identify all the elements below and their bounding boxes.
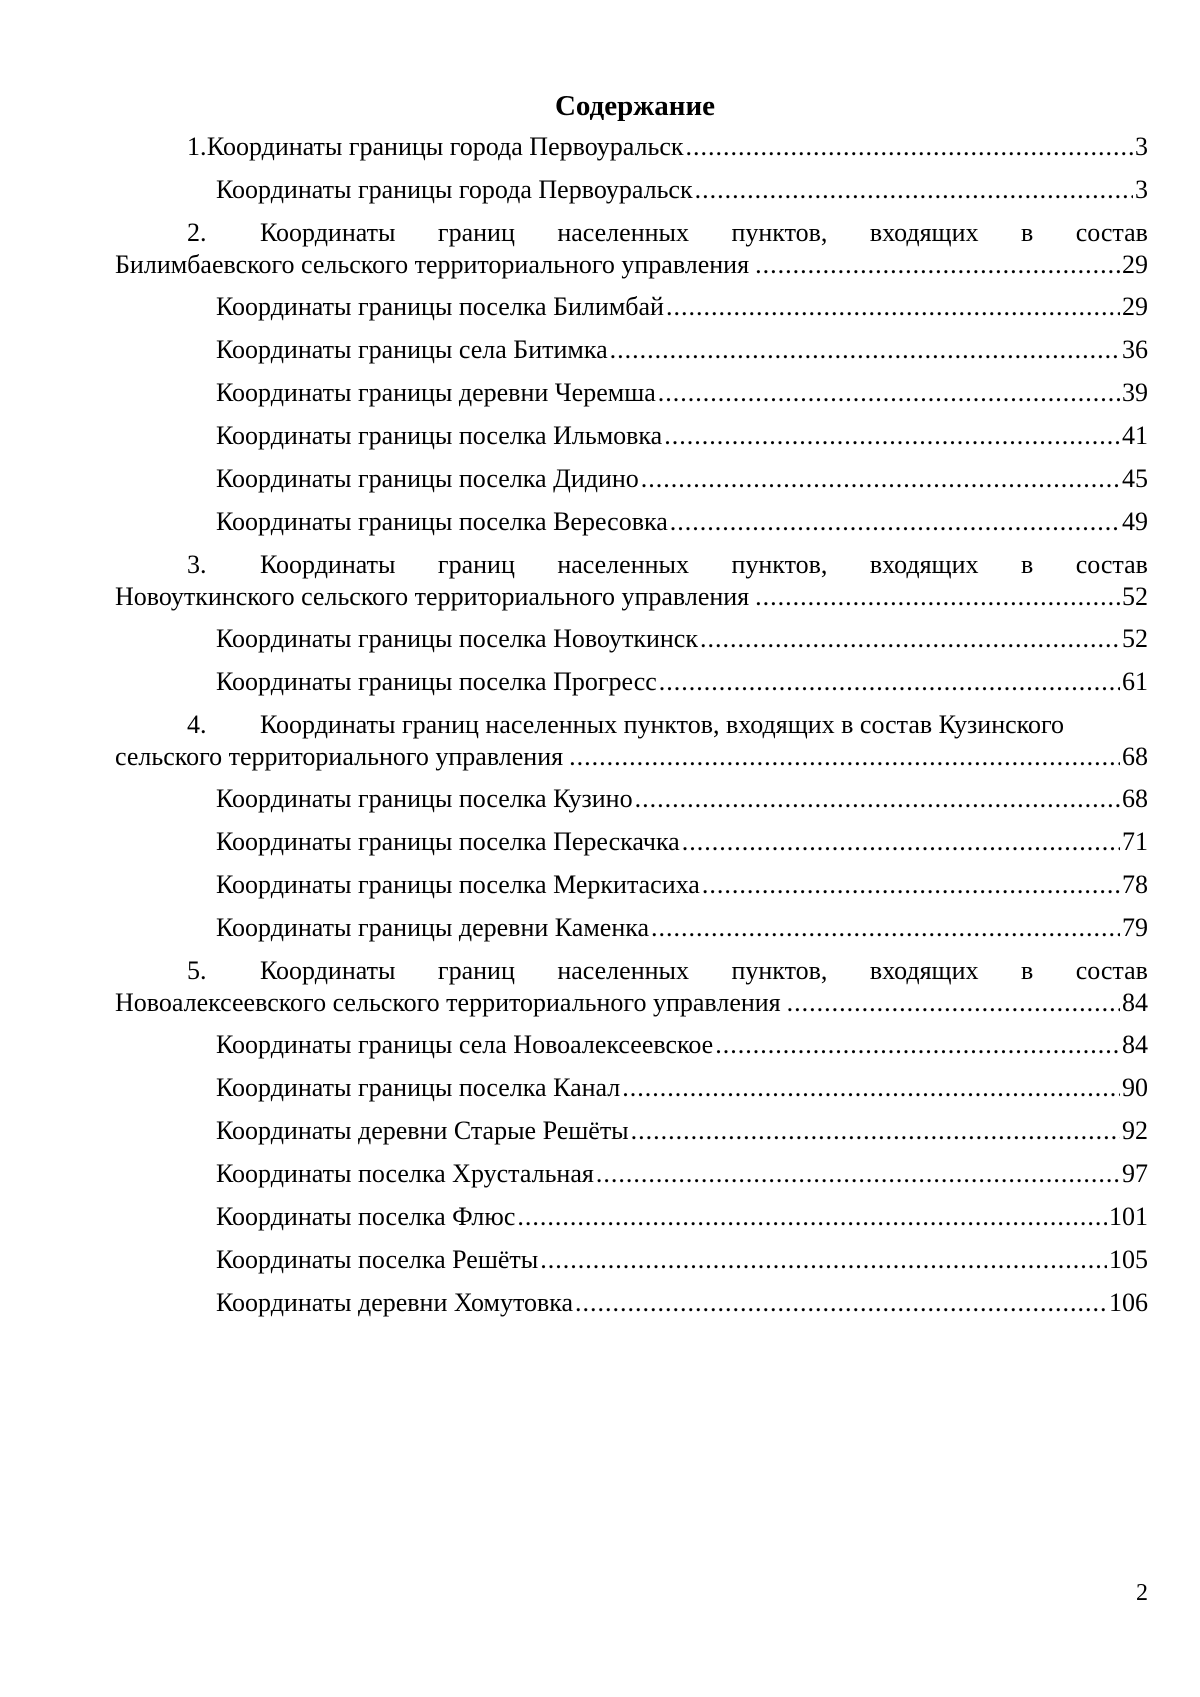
toc-entry-page-number: 92 bbox=[1122, 1115, 1148, 1145]
toc-entry[interactable] bbox=[115, 1238, 1148, 1281]
dot-leader bbox=[658, 377, 1120, 409]
dot-leader bbox=[755, 581, 1120, 613]
toc-entry-page-number: 79 bbox=[1122, 912, 1148, 942]
section-heading-line2: Билимбаевского сельского территориального управления bbox=[115, 250, 750, 279]
toc-section-heading[interactable] bbox=[115, 709, 1148, 773]
toc-entry[interactable] bbox=[115, 500, 1148, 543]
heading-word: населенных bbox=[557, 550, 689, 579]
heading-word: входящих bbox=[869, 218, 979, 247]
heading-word: Координаты границ населенных пунктов, входящих в состав Кузинского bbox=[260, 710, 1064, 739]
toc-entry[interactable] bbox=[115, 371, 1148, 414]
heading-word: пунктов, bbox=[731, 956, 828, 985]
toc-entry-page-number: 29 bbox=[1122, 291, 1148, 321]
toc-entry-title: Координаты границы села Новоалексеевское bbox=[216, 1029, 714, 1059]
section-number: 3. bbox=[187, 550, 207, 579]
dot-leader bbox=[569, 741, 1120, 773]
toc-entry-title: Координаты границы поселка Канал bbox=[216, 1072, 621, 1102]
toc-entry-title: Координаты границы поселка Дидино bbox=[216, 463, 639, 493]
toc-entry-page-number: 49 bbox=[1122, 506, 1148, 536]
toc-entry[interactable] bbox=[115, 1152, 1148, 1195]
toc-entry-title: Координаты границы деревни Каменка bbox=[216, 912, 650, 942]
dot-leader bbox=[715, 1029, 1120, 1061]
dot-leader bbox=[787, 987, 1120, 1019]
heading-word: населенных bbox=[557, 956, 689, 985]
toc-entry[interactable] bbox=[115, 414, 1148, 457]
heading-word: в bbox=[1020, 956, 1034, 985]
toc-entry[interactable] bbox=[115, 1281, 1148, 1324]
toc-entry-page-number: 71 bbox=[1122, 826, 1148, 856]
heading-word: Координаты bbox=[260, 218, 396, 247]
toc-entry[interactable] bbox=[115, 1109, 1148, 1152]
toc-entry-page-number: 101 bbox=[1109, 1201, 1148, 1231]
toc-entry-page-number: 78 bbox=[1122, 869, 1148, 899]
dot-leader bbox=[666, 291, 1120, 323]
dot-leader bbox=[682, 826, 1120, 858]
section-title: Координаты границы города Первоуральск bbox=[206, 131, 684, 161]
section-heading-line1 bbox=[260, 549, 1148, 581]
dot-leader bbox=[610, 334, 1120, 366]
toc-entry-title: Координаты поселка Хрустальная bbox=[216, 1158, 594, 1188]
dot-leader bbox=[540, 1244, 1107, 1276]
toc-entry[interactable] bbox=[115, 777, 1148, 820]
dot-leader bbox=[575, 1287, 1107, 1319]
heading-word: в bbox=[1020, 218, 1034, 247]
toc-entry[interactable] bbox=[115, 328, 1148, 371]
dot-leader bbox=[664, 420, 1120, 452]
section-heading-line2: Новоалексеевского сельского территориального управления bbox=[115, 988, 781, 1017]
section-page-number: 84 bbox=[1122, 988, 1148, 1017]
dot-leader bbox=[755, 249, 1120, 281]
toc-entry-page-number: 39 bbox=[1122, 377, 1148, 407]
toc-entry[interactable] bbox=[115, 457, 1148, 500]
toc-entry-title: Координаты границы деревни Черемша bbox=[216, 377, 656, 407]
heading-word: входящих bbox=[869, 956, 979, 985]
dot-leader bbox=[659, 666, 1120, 698]
toc-entry-page-number: 61 bbox=[1122, 666, 1148, 696]
section-page-number: 68 bbox=[1122, 742, 1148, 771]
toc-entry-title: Координаты границы города Первоуральск bbox=[216, 174, 693, 204]
toc-section-heading[interactable] bbox=[115, 955, 1148, 1019]
toc-entry-title: Координаты поселка Флюс bbox=[216, 1201, 516, 1231]
heading-word: пунктов, bbox=[731, 550, 828, 579]
heading-word: границ bbox=[437, 218, 515, 247]
section-heading-line1 bbox=[260, 955, 1148, 987]
toc-entry[interactable] bbox=[115, 1023, 1148, 1066]
dot-leader bbox=[695, 174, 1133, 206]
toc-entry-page-number: 3 bbox=[1135, 174, 1148, 204]
section-number: 5. bbox=[187, 956, 207, 985]
section-number: 1. bbox=[187, 131, 207, 161]
toc-entry-title: Координаты границы поселка Новоуткинск bbox=[216, 623, 698, 653]
toc-entry[interactable] bbox=[115, 617, 1148, 660]
heading-word: состав bbox=[1075, 550, 1148, 579]
dot-leader bbox=[641, 463, 1120, 495]
toc-entry-page-number: 106 bbox=[1109, 1287, 1148, 1317]
toc-title: Содержание bbox=[554, 90, 716, 122]
dot-leader bbox=[635, 783, 1120, 815]
dot-leader bbox=[651, 912, 1120, 944]
toc-entry-title: Координаты границы поселка Вересовка bbox=[216, 506, 668, 536]
toc-entry-page-number: 41 bbox=[1122, 420, 1148, 450]
dot-leader bbox=[517, 1201, 1107, 1233]
toc-entry-title: Координаты деревни Старые Решёты bbox=[216, 1115, 629, 1145]
section-number: 4. bbox=[187, 710, 207, 739]
section-heading-line1 bbox=[260, 217, 1148, 249]
toc-entry-title: Координаты поселка Решёты bbox=[216, 1244, 539, 1274]
heading-word: в bbox=[1020, 550, 1034, 579]
dot-leader bbox=[700, 623, 1120, 655]
toc-entry[interactable] bbox=[115, 1066, 1148, 1109]
heading-word: пунктов, bbox=[731, 218, 828, 247]
toc-entry-title: Координаты границы поселка Ильмовка bbox=[216, 420, 663, 450]
page-number: 2 bbox=[1136, 1580, 1148, 1606]
dot-leader bbox=[631, 1115, 1120, 1147]
section-number: 2. bbox=[187, 218, 207, 247]
dot-leader bbox=[622, 1072, 1120, 1104]
heading-word: Координаты bbox=[260, 956, 396, 985]
dot-leader bbox=[670, 506, 1120, 538]
toc-entry-title: Координаты границы поселка Перескачка bbox=[216, 826, 680, 856]
toc-entry-page-number: 45 bbox=[1122, 463, 1148, 493]
toc-entry-page-number: 84 bbox=[1122, 1029, 1148, 1059]
dot-leader bbox=[596, 1158, 1120, 1190]
heading-word: Координаты bbox=[260, 550, 396, 579]
section-page-number: 3 bbox=[1135, 131, 1148, 161]
heading-word: состав bbox=[1075, 956, 1148, 985]
toc-entry[interactable] bbox=[115, 863, 1148, 906]
toc-entry-title: Координаты границы села Битимка bbox=[216, 334, 608, 364]
toc-section-heading[interactable] bbox=[115, 549, 1148, 613]
toc-entry[interactable] bbox=[115, 1195, 1148, 1238]
toc-entry[interactable] bbox=[115, 660, 1148, 703]
toc-entry-page-number: 90 bbox=[1122, 1072, 1148, 1102]
toc-entry-title: Координаты границы поселка Прогресс bbox=[216, 666, 657, 696]
toc-entry-title: Координаты границы поселка Билимбай bbox=[216, 291, 664, 321]
toc-entry-title: Координаты деревни Хомутовка bbox=[216, 1287, 574, 1317]
toc-entry-title: Координаты границы поселка Кузино bbox=[216, 783, 633, 813]
toc-entry[interactable] bbox=[115, 820, 1148, 863]
toc-entry-page-number: 97 bbox=[1122, 1158, 1148, 1188]
heading-word: состав bbox=[1075, 218, 1148, 247]
section-page-number: 52 bbox=[1122, 582, 1148, 611]
section-heading-line1 bbox=[260, 709, 1148, 741]
toc-section-heading[interactable] bbox=[115, 217, 1148, 281]
toc-entry-title: Координаты границы поселка Меркитасиха bbox=[216, 869, 700, 899]
toc-entry[interactable] bbox=[115, 285, 1148, 328]
heading-word: границ bbox=[437, 956, 515, 985]
dot-leader bbox=[702, 869, 1120, 901]
heading-word: границ bbox=[437, 550, 515, 579]
table-of-contents bbox=[115, 125, 1148, 1324]
toc-entry-page-number: 105 bbox=[1109, 1244, 1148, 1274]
toc-entry-page-number: 68 bbox=[1122, 783, 1148, 813]
toc-entry-page-number: 36 bbox=[1122, 334, 1148, 364]
toc-entry-page-number: 52 bbox=[1122, 623, 1148, 653]
toc-entry[interactable] bbox=[115, 906, 1148, 949]
heading-word: населенных bbox=[557, 218, 689, 247]
toc-section-heading[interactable] bbox=[115, 125, 1148, 168]
toc-entry[interactable] bbox=[115, 168, 1148, 211]
dot-leader bbox=[686, 131, 1134, 163]
section-heading-line2: сельского территориального управления bbox=[115, 742, 564, 771]
section-page-number: 29 bbox=[1122, 250, 1148, 279]
heading-word: входящих bbox=[869, 550, 979, 579]
section-heading-line2: Новоуткинского сельского территориального управления bbox=[115, 582, 750, 611]
